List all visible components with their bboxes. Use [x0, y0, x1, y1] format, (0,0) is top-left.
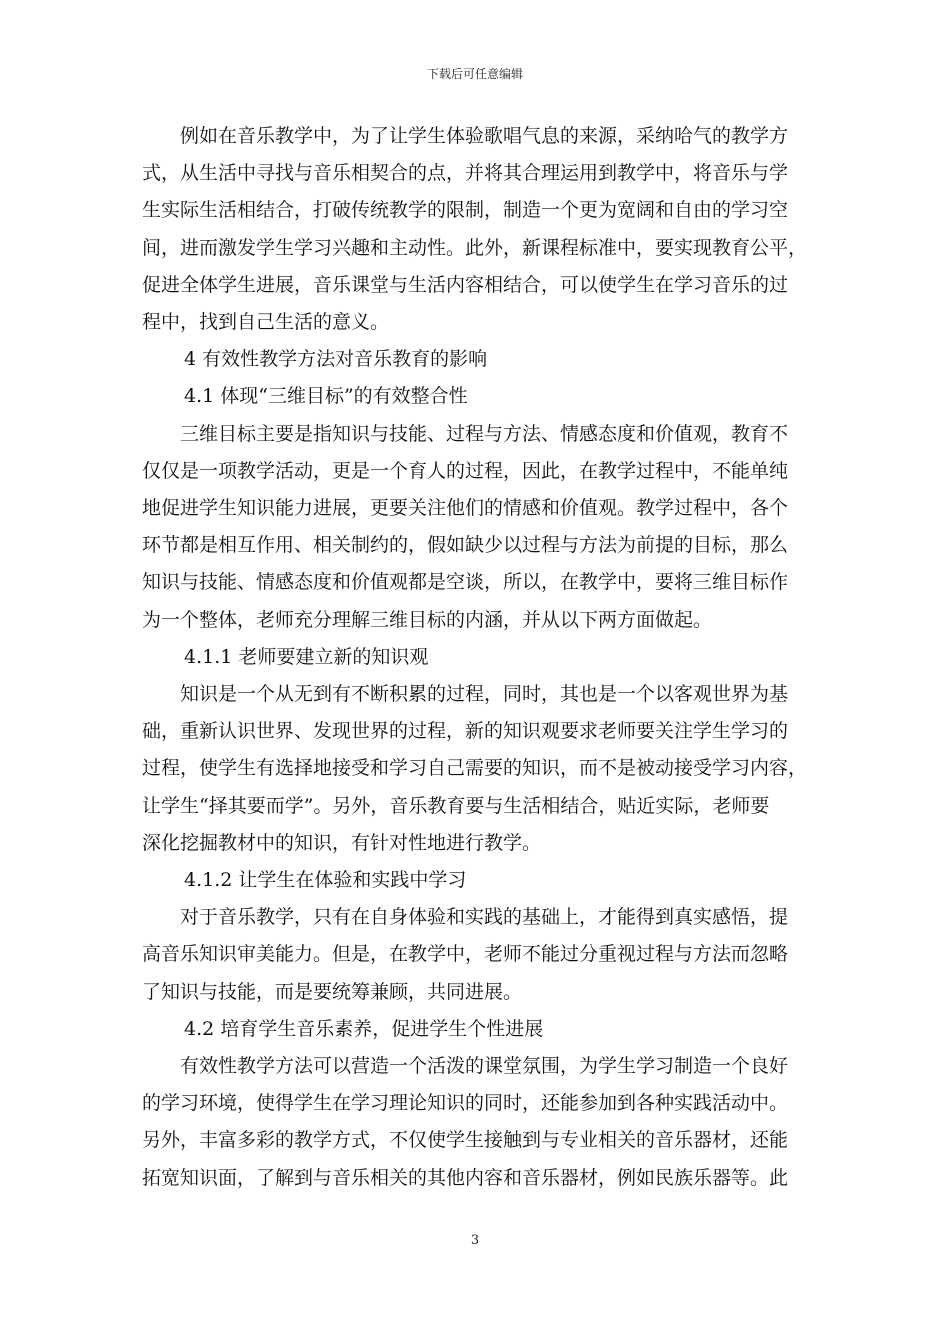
text-line: 地促进学生知识能力进展，更要关注他们的情感和价值观。教学过程中，各个	[142, 497, 789, 520]
text-line: 对于音乐教学，只有在自身体验和实践的基础上，才能得到真实感悟，提	[180, 906, 789, 929]
text-line: 拓宽知识面，了解到与音乐相关的其他内容和音乐器材，例如民族乐器等。此	[142, 1166, 789, 1189]
paragraph-three-dimensional-goals	[142, 416, 808, 639]
text-line: 生实际生活相结合，打破传统教学的限制，制造一个更为宽阔和自由的学习空	[142, 199, 789, 222]
text-line: 高音乐知识审美能力。但是，在教学中，老师不能过分重视过程与方法而忽略	[142, 943, 789, 966]
text-line: 间，进而激发学生学习兴趣和主动性。此外，新课程标准中，要实现教育公平，	[142, 236, 808, 259]
paragraph-knowledge-view	[142, 676, 808, 862]
page-number: 3	[470, 1233, 480, 1248]
text-line: 让学生“择其要而学”。另外，音乐教育要与生活相结合，贴近实际，老师要	[142, 794, 770, 817]
text-line: 另外，丰富多彩的教学方式，不仅使学生接触到与专业相关的音乐器材，还能	[142, 1129, 789, 1152]
text-line: 程中，找到自己生活的意义。	[142, 311, 390, 334]
text-line: 的学习环境，使得学生在学习理论知识的同时，还能参加到各种实践活动中。	[142, 1092, 789, 1115]
text-line: 知识与技能、情感态度和价值观都是空谈，所以，在教学中，要将三维目标作	[142, 571, 789, 594]
text-line: 促进全体学生进展，音乐课堂与生活内容相结合，可以使学生在学习音乐的过	[142, 273, 789, 296]
section-heading-4: 4 有效性教学方法对音乐教育的影响	[184, 348, 488, 371]
text-line: 仅仅是一项教学活动，更是一个育人的过程，因此，在教学过程中，不能单纯	[142, 459, 789, 482]
section-heading-4-2: 4.2 培育学生音乐素养，促进学生个性进展	[184, 1017, 544, 1040]
paragraph-music-life	[142, 118, 808, 341]
text-line: 知识是一个从无到有不断积累的过程，同时，其也是一个以客观世界为基	[180, 683, 789, 706]
section-heading-4-1: 4.1 体现“三维目标”的有效整合性	[184, 385, 468, 408]
text-line: 环节都是相互作用、相关制约的，假如缺少以过程与方法为前提的目标，那么	[142, 534, 789, 557]
page-header: 下载后可任意编辑	[426, 67, 523, 81]
document-body	[142, 118, 808, 1197]
text-line: 有效性教学方法可以营造一个活泼的课堂氛围，为学生学习制造一个良好	[180, 1055, 789, 1078]
text-line: 为一个整体，老师充分理解三维目标的内涵，并从以下两方面做起。	[142, 608, 713, 631]
text-line: 深化挖掘教材中的知识，有针对性地进行教学。	[142, 831, 542, 854]
text-line: 例如在音乐教学中，为了让学生体验歌唱气息的来源，采纳哈气的教学方	[180, 125, 789, 147]
section-heading-4-1-2: 4.1.2 让学生在体验和实践中学习	[184, 869, 467, 892]
text-line: 了知识与技能，而是要统筹兼顾，共同进展。	[142, 980, 523, 1003]
paragraph-music-literacy	[142, 1048, 808, 1197]
text-line: 过程，使学生有选择地接受和学习自己需要的知识，而不是被动接受学习内容，	[142, 757, 808, 780]
section-heading-4-1-1: 4.1.1 老师要建立新的知识观	[184, 645, 429, 668]
text-line: 式，从生活中寻找与音乐相契合的点，并将其合理运用到教学中，将音乐与学	[142, 162, 789, 185]
paragraph-experience-practice	[142, 899, 808, 1011]
text-line: 础，重新认识世界、发现世界的过程，新的知识观要求老师要关注学生学习的	[142, 720, 789, 743]
text-line: 三维目标主要是指知识与技能、过程与方法、情感态度和价值观，教育不	[180, 422, 789, 445]
